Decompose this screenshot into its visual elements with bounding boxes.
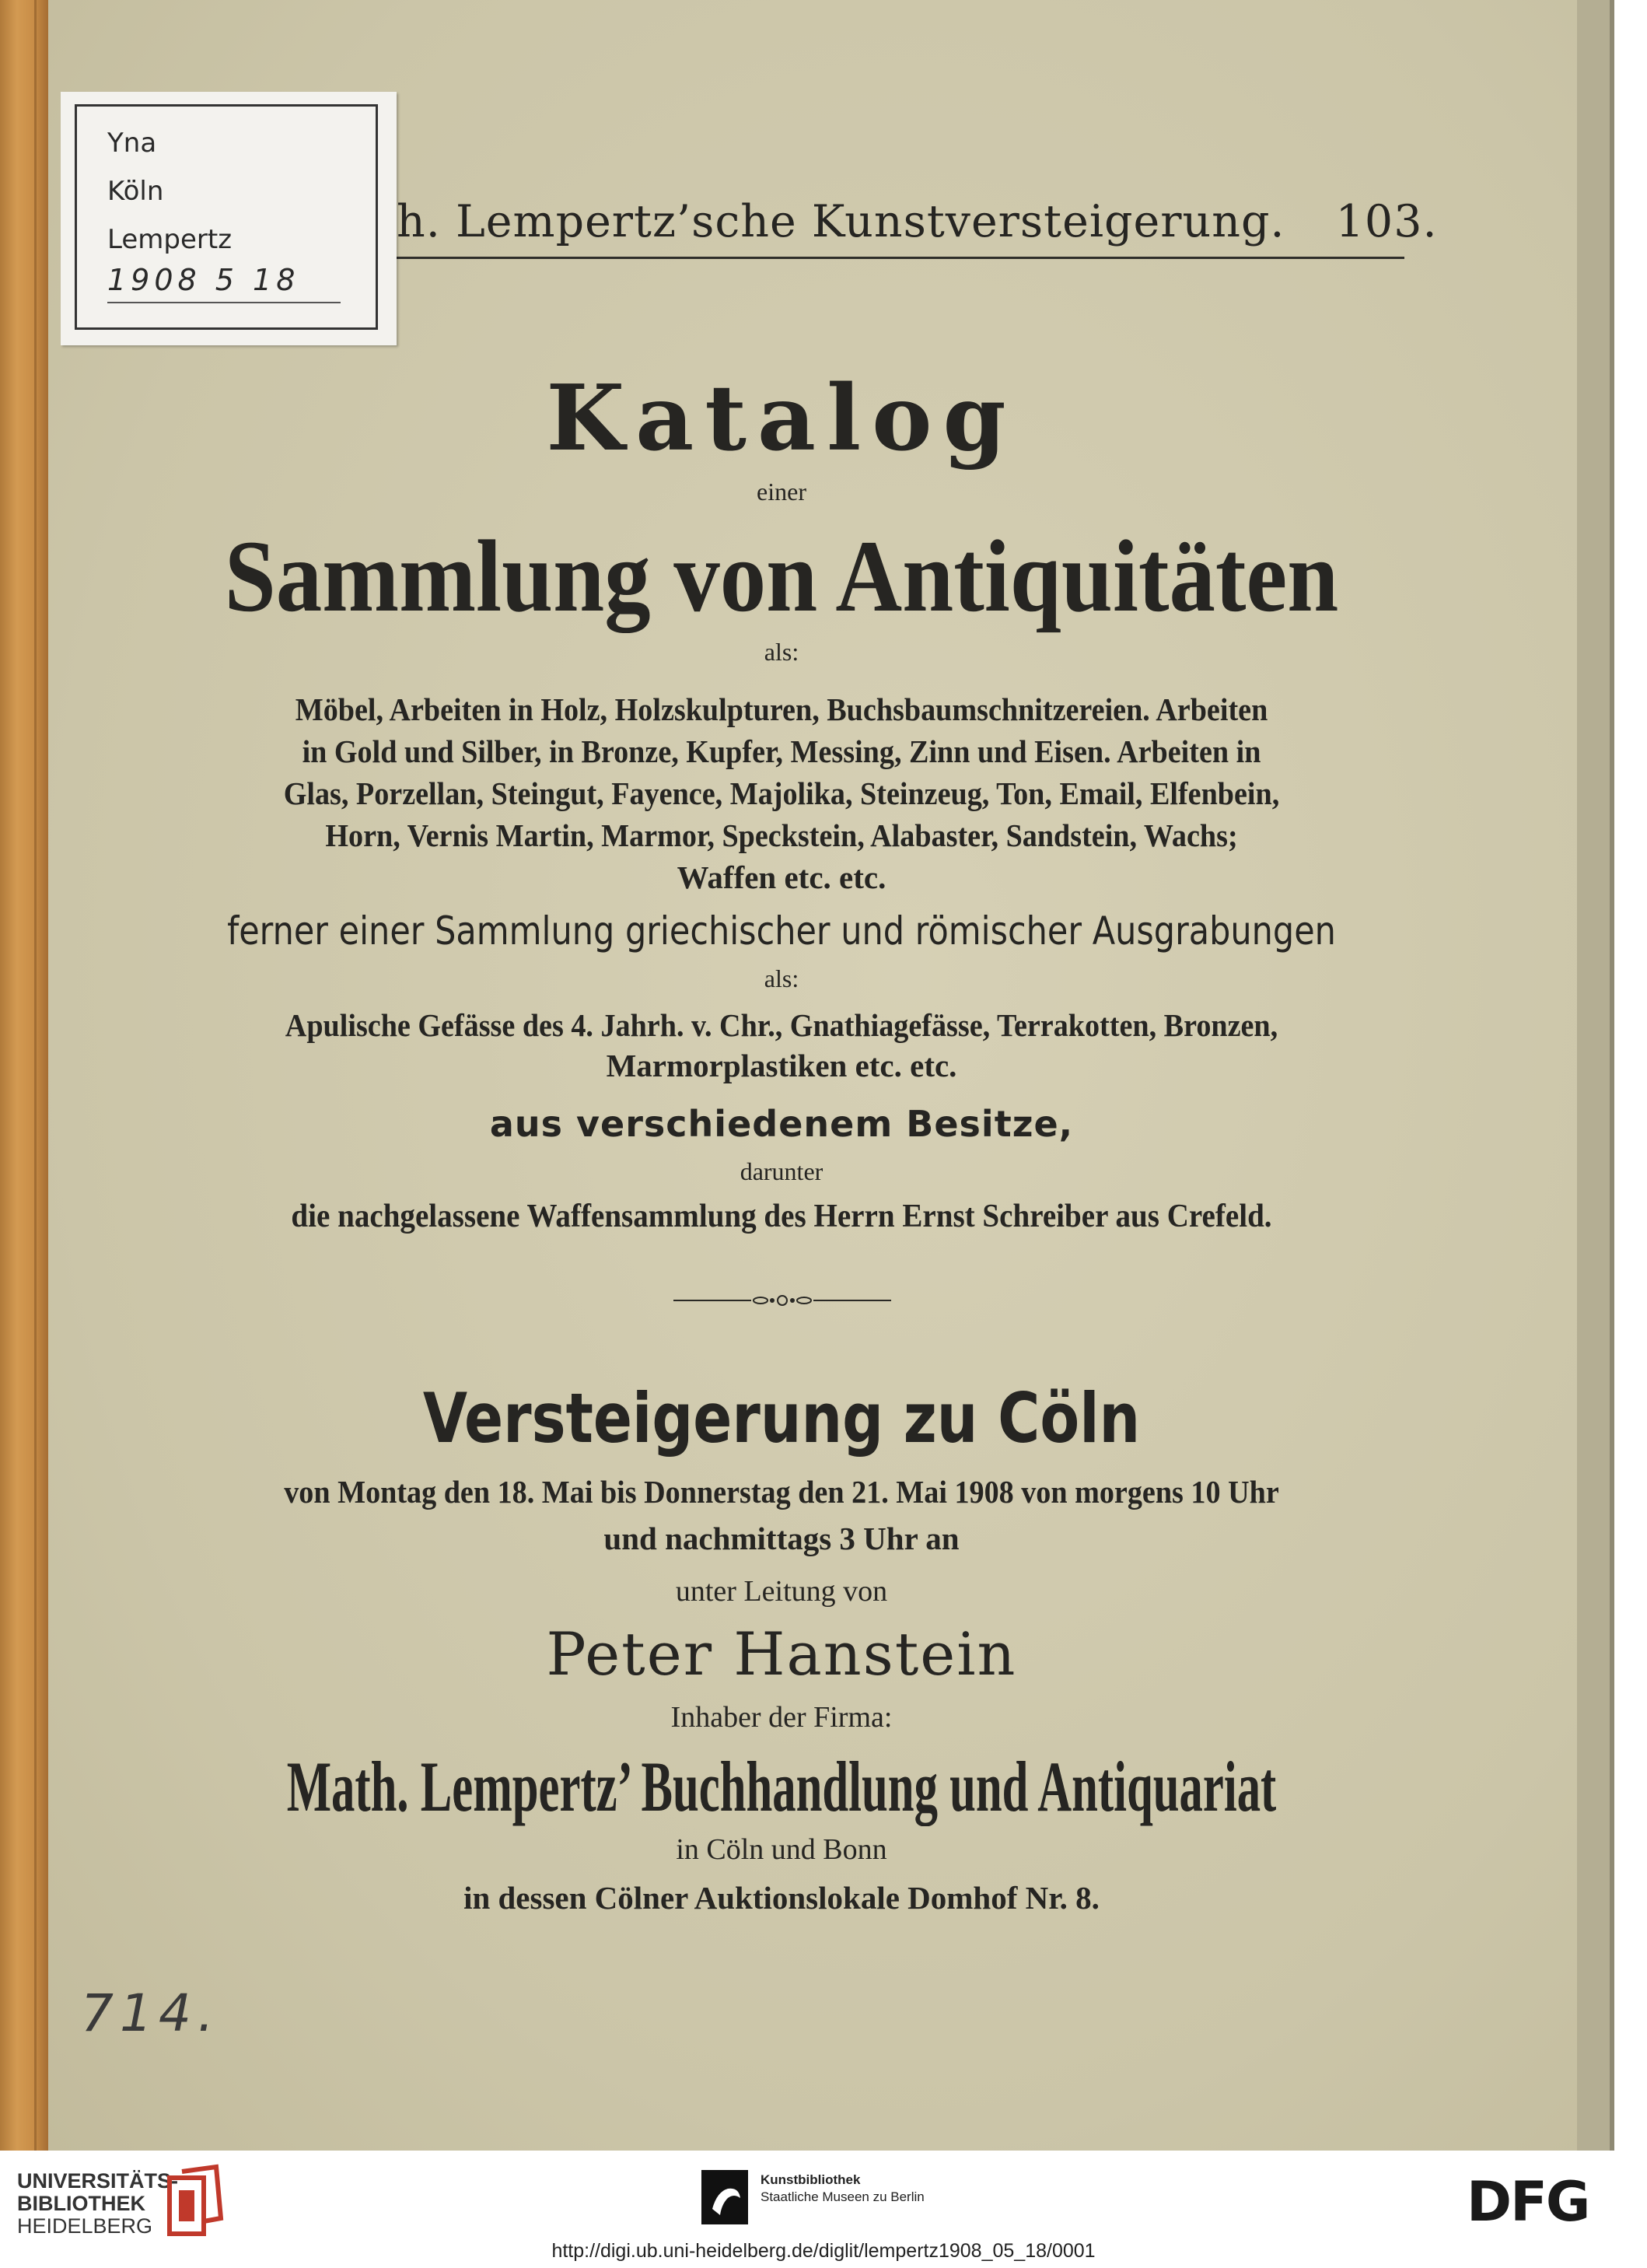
series-number: 103.	[1335, 196, 1438, 247]
dfg-wordmark: DFG	[1467, 2170, 1589, 2234]
series-title: h. Lempertz’sche Kunstversteigerung.	[397, 196, 1285, 247]
collection-title: Sammlung von Antiquitäten	[224, 519, 1339, 633]
items-line-3: Glas, Porzellan, Steingut, Fayence, Majolika, Steinzeug, Ton, Email, Elfenbein,	[283, 775, 1280, 811]
items-line-1: Möbel, Arbeiten in Holz, Holzskulpturen, Buchsbaumschnitzereien. Arbeiten	[295, 691, 1268, 727]
firm-name: Math. Lempertz’ Buchhandlung und Antiquariat	[286, 1747, 1277, 1826]
label-line-city: Köln	[107, 176, 164, 207]
ub-line-2: BIBLIOTHEK	[17, 2192, 145, 2215]
items-line-5: Waffen etc. etc.	[677, 859, 886, 895]
auction-dates-line-1: von Montag den 18. Mai bis Donnerstag den 21. Mai 1908 von morgens 10 Uhr	[284, 1474, 1279, 1510]
kunstbibliothek-wordmark[interactable]	[761, 2172, 925, 2206]
items-line-4: Horn, Vernis Martin, Marmor, Speckstein, Alabaster, Sandstein, Wachs;	[325, 817, 1238, 853]
inhaber-text: Inhaber der Firma:	[670, 1701, 893, 1734]
ferner-line: ferner einer Sammlung griechischer und römischer Ausgrabungen	[227, 908, 1336, 954]
leitung-text: unter Leitung von	[675, 1575, 888, 1608]
series-title-line	[397, 196, 1438, 247]
dfg-logo[interactable]	[1467, 2170, 1630, 2234]
label-underline	[107, 302, 341, 303]
ub-line-1: UNIVERSITÄTS-	[17, 2169, 179, 2193]
header-rule	[397, 257, 1404, 259]
label-line-yna: Yna	[107, 128, 157, 159]
cities-text: in Cöln und Bonn	[676, 1833, 887, 1866]
ub-heidelberg-wordmark[interactable]	[17, 2170, 178, 2238]
handwritten-number: 714.	[81, 1983, 220, 2043]
excavations-line-2: Marmorplastiken etc. etc.	[606, 1048, 957, 1083]
ornament-divider	[673, 1294, 891, 1307]
einer-text: einer	[757, 478, 806, 506]
label-date: 1908 5 18	[107, 263, 300, 297]
besitze-line: aus verschiedenem Besitze,	[489, 1103, 1074, 1145]
excavations-line-1: Apulische Gefässe des 4. Jahrh. v. Chr., Gnathiagefässe, Terrakotten, Bronzen,	[285, 1007, 1278, 1043]
als-text-2: als:	[764, 964, 799, 992]
location-line: in dessen Cölner Auktionslokale Domhof Nr. 8.	[463, 1880, 1100, 1916]
kunstbibliothek-logo-icon[interactable]	[701, 2170, 748, 2224]
permalink-url[interactable]: http://digi.ub.uni-heidelberg.de/diglit/lempertz1908_05_18/0001	[551, 2240, 1096, 2262]
ub-line-3: HEIDELBERG	[17, 2214, 153, 2238]
label-line-house: Lempertz	[107, 224, 233, 255]
auction-dates-line-2: und nachmittags 3 Uhr an	[603, 1521, 960, 1556]
catalog-title: Katalog	[546, 366, 1017, 471]
auctioneer-name: Peter Hanstein	[546, 1619, 1017, 1689]
kb-line-2: Staatliche Museen zu Berlin	[761, 2189, 925, 2204]
als-text-1: als:	[764, 638, 799, 666]
page-edge	[1577, 0, 1610, 2151]
kb-line-1: Kunstbibliothek	[761, 2172, 861, 2187]
darunter-text: darunter	[740, 1157, 824, 1185]
auction-heading: Versteigerung zu Cöln	[422, 1378, 1141, 1458]
library-shelf-label	[61, 92, 397, 345]
ub-heidelberg-logo-icon[interactable]	[165, 2164, 230, 2238]
nachlass-line: die nachgelassene Waffensammlung des Herrn Ernst Schreiber aus Crefeld.	[291, 1199, 1272, 1234]
items-line-2: in Gold und Silber, in Bronze, Kupfer, Messing, Zinn und Eisen. Arbeiten in	[302, 733, 1261, 769]
